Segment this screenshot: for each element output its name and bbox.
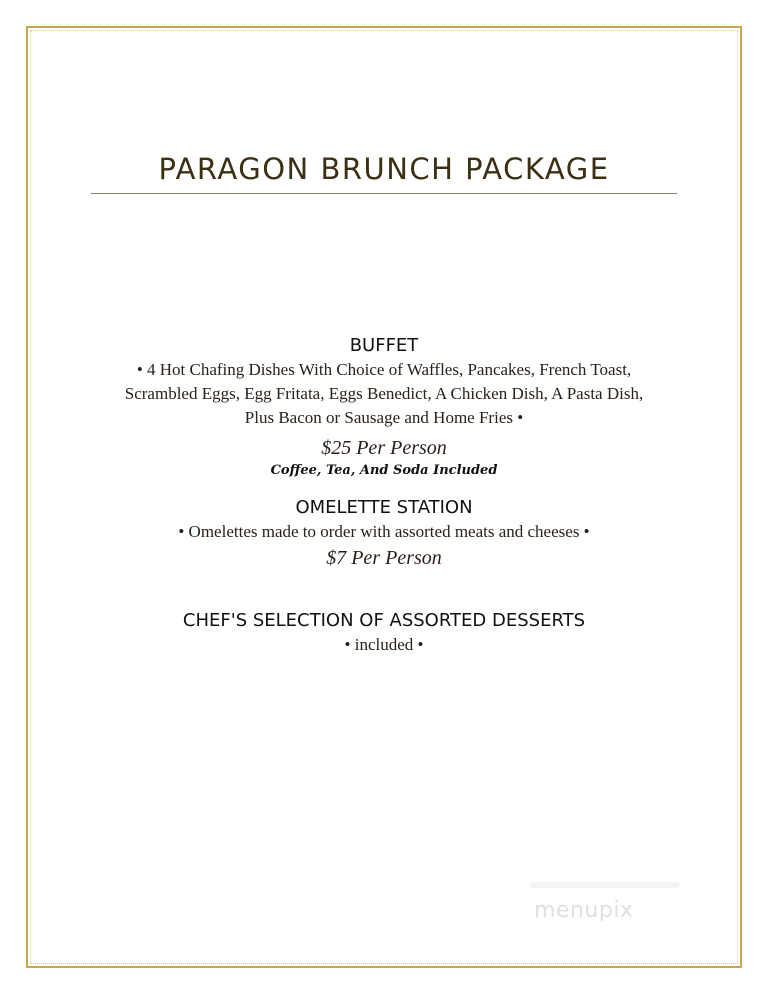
- omelette-price: $7 Per Person: [326, 547, 442, 569]
- page-title: PARAGON BRUNCH PACKAGE: [158, 152, 610, 186]
- desserts-heading: CHEF'S SELECTION OF ASSORTED DESSERTS: [182, 610, 586, 631]
- watermark-decoration: [530, 882, 680, 888]
- omelette-section: [0, 496, 768, 572]
- omelette-description: • Omelettes made to order with assorted meats and cheeses •: [178, 522, 590, 541]
- buffet-included-note: Coffee, Tea, And Soda Included: [270, 463, 498, 478]
- buffet-price: $25 Per Person: [321, 437, 447, 459]
- buffet-heading: BUFFET: [349, 335, 419, 356]
- title-divider: [91, 193, 677, 194]
- desserts-section: [0, 609, 768, 657]
- buffet-description-line-2: Scrambled Eggs, Egg Fritata, Eggs Benedict, A Chicken Dish, A Pasta Dish,: [124, 384, 644, 403]
- buffet-section: [0, 334, 768, 480]
- buffet-description-line-1: • 4 Hot Chafing Dishes With Choice of Waffles, Pancakes, French Toast,: [136, 360, 632, 379]
- buffet-description-line-3: Plus Bacon or Sausage and Home Fries •: [244, 408, 524, 427]
- desserts-description: • included •: [344, 635, 424, 654]
- watermark-logo: menupix: [534, 898, 634, 923]
- omelette-heading: OMELETTE STATION: [295, 497, 473, 518]
